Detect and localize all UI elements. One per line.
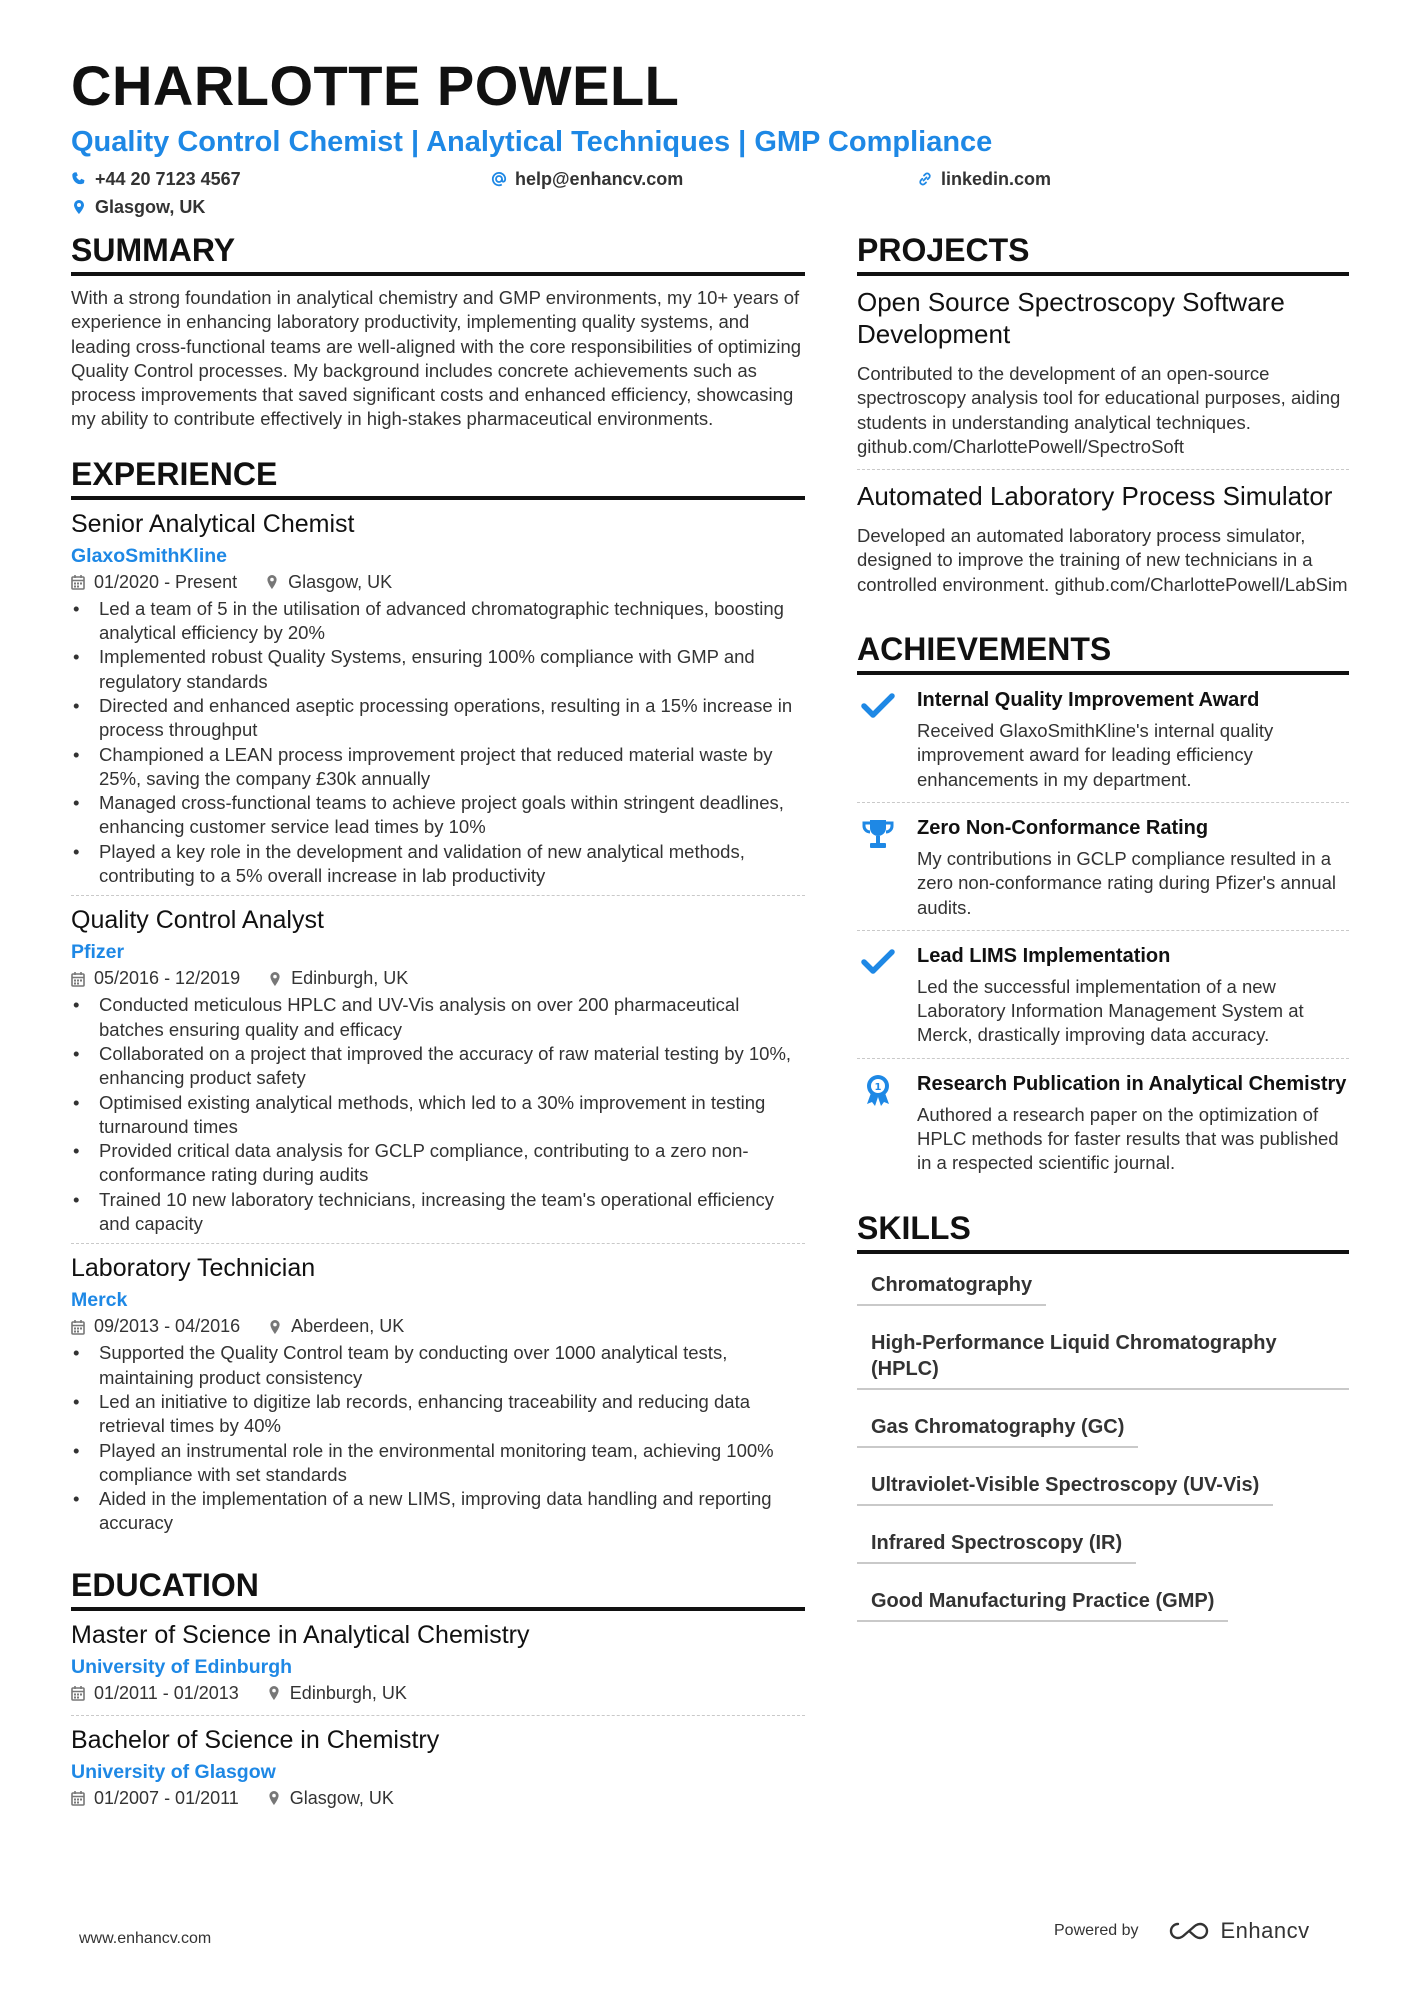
check-icon xyxy=(861,689,895,723)
at-icon xyxy=(491,171,507,187)
education-entry xyxy=(71,1716,805,1820)
linkedin-contact[interactable] xyxy=(917,168,1297,190)
job-meta xyxy=(71,1316,805,1337)
trophy-icon xyxy=(861,817,895,851)
achievement-entry xyxy=(857,675,1349,803)
bullet-item: • Supported the Quality Control team by conducting over 1000 analytical tests, maintaining product consistency xyxy=(99,1341,805,1390)
project-entry xyxy=(857,470,1349,607)
skill-tag: Good Manufacturing Practice (GMP) xyxy=(857,1582,1228,1622)
resume-header xyxy=(71,52,1349,218)
projects-section xyxy=(857,230,1349,607)
calendar-icon xyxy=(71,971,85,987)
contact-info xyxy=(71,168,1349,218)
job-dates: 09/2013 - 04/2016 xyxy=(94,1316,241,1337)
phone-text: +44 20 7123 4567 xyxy=(95,168,241,189)
location-pin-icon xyxy=(71,199,87,215)
footer-branding xyxy=(1054,1918,1310,1944)
location-pin-icon xyxy=(265,574,279,590)
bullet-item: • Played an instrumental role in the environmental monitoring team, achieving 100% compliance with set standards xyxy=(99,1439,805,1488)
job-meta xyxy=(71,572,805,593)
bullet-item: • Provided critical data analysis for GCLP compliance, contributing to a zero non-conformance rating during audits xyxy=(99,1139,805,1188)
degree: Master of Science in Analytical Chemistry xyxy=(71,1620,530,1649)
brand-name: Enhancv xyxy=(1220,1918,1310,1943)
skill-tag: Infrared Spectroscopy (IR) xyxy=(857,1524,1136,1564)
achievement-title: Research Publication in Analytical Chemistry xyxy=(917,1072,1347,1095)
section-title-summary: SUMMARY xyxy=(71,230,805,276)
bullet-item: • Directed and enhanced aseptic processing operations, resulting in a 15% increase in process throughput xyxy=(99,694,805,743)
phone-contact[interactable] xyxy=(71,168,491,190)
enhancv-logo-icon xyxy=(1167,1920,1211,1942)
left-column xyxy=(71,230,805,1842)
section-title-experience: EXPERIENCE xyxy=(71,454,805,500)
experience-entry xyxy=(71,1244,805,1542)
project-title: Automated Laboratory Process Simulator xyxy=(857,481,1333,512)
school: University of Edinburgh xyxy=(71,1655,293,1678)
job-role: Senior Analytical Chemist xyxy=(71,509,355,538)
bullet-item: • Implemented robust Quality Systems, ensuring 100% compliance with GMP and regulatory standards xyxy=(99,645,805,694)
calendar-icon xyxy=(71,574,85,590)
bullet-item: • Trained 10 new laboratory technicians, increasing the team's operational efficiency and capacity xyxy=(99,1188,805,1237)
skill-tag: Ultraviolet-Visible Spectroscopy (UV-Vis) xyxy=(857,1466,1273,1506)
achievement-entry xyxy=(857,931,1349,1059)
project-title: Open Source Spectroscopy Software Development xyxy=(857,287,1285,349)
svg-text:1: 1 xyxy=(874,1081,882,1093)
education-location: Edinburgh, UK xyxy=(289,1682,407,1703)
skill-tag: Chromatography xyxy=(857,1266,1046,1306)
job-location: Aberdeen, UK xyxy=(291,1316,405,1337)
bullet-item: • Played a key role in the development and validation of new analytical methods, contributing to a 5% overall increase in lab productivity xyxy=(99,840,805,889)
location-pin-icon xyxy=(268,971,282,987)
achievement-description: Led the successful implementation of a new Laboratory Information Management System at Merck, drastically improving data accuracy. xyxy=(917,975,1304,1046)
summary-text: With a strong foundation in analytical chemistry and GMP environments, my 10+ years of experience in enhancing laboratory productivity, implementing quality systems, and leading cross-functional teams are well-aligned with the core responsibilities of optimizing Quality Control processes. My background includes concrete achievements such as process improvements that saved significant costs and enhanced efficiency, showcasing my ability to contribute effectively in high-stakes pharmaceutical environments. xyxy=(71,287,802,430)
linkedin-text: linkedin.com xyxy=(941,168,1052,189)
email-text: help@enhancv.com xyxy=(515,168,684,189)
project-description: Developed an automated laboratory process simulator, designed to improve the training of new technicians in a controlled environment. github.com/CharlottePowell/LabSim xyxy=(857,525,1348,595)
job-meta xyxy=(71,968,805,989)
bullet-item: • Managed cross-functional teams to achieve project goals within stringent deadlines, enhancing customer service lead times by 10% xyxy=(99,791,805,840)
location-pin-icon xyxy=(267,1685,281,1701)
award-ribbon-icon xyxy=(861,1073,895,1107)
job-location: Glasgow, UK xyxy=(288,571,393,592)
achievement-entry xyxy=(857,803,1349,931)
experience-section xyxy=(71,454,805,1543)
job-company: GlaxoSmithKline xyxy=(71,544,228,567)
headline: Quality Control Chemist | Analytical Techniques | GMP Compliance xyxy=(71,126,993,158)
education-meta xyxy=(71,1683,805,1704)
bullet-item: • Championed a LEAN process improvement project that reduced material waste by 25%, saving the company £30k annually xyxy=(99,743,805,792)
education-entry xyxy=(71,1611,805,1716)
achievement-description: Received GlaxoSmithKline's internal quality improvement award for leading efficiency enhancements in my department. xyxy=(917,720,1274,790)
location-pin-icon xyxy=(268,1319,282,1335)
skills-section xyxy=(857,1208,1349,1622)
location-pin-icon xyxy=(267,1790,281,1806)
education-section xyxy=(71,1565,805,1820)
location-contact xyxy=(71,196,491,218)
skills-list xyxy=(857,1254,1349,1622)
bullet-item: • Collaborated on a project that improved the accuracy of raw material testing by 10%, enhancing product safety xyxy=(99,1042,805,1091)
degree: Bachelor of Science in Chemistry xyxy=(71,1725,440,1754)
right-column xyxy=(857,230,1349,1644)
achievement-title: Internal Quality Improvement Award xyxy=(917,689,1260,712)
email-contact[interactable] xyxy=(491,168,917,190)
check-icon xyxy=(861,945,895,979)
bullet-item: • Led a team of 5 in the utilisation of advanced chromatographic techniques, boosting analytical efficiency by 20% xyxy=(99,597,805,646)
job-company: Pfizer xyxy=(71,941,125,964)
job-bullets xyxy=(71,993,805,1236)
achievements-section xyxy=(857,629,1349,1186)
job-role: Laboratory Technician xyxy=(71,1254,316,1283)
job-company: Merck xyxy=(71,1289,128,1312)
experience-entry xyxy=(71,896,805,1244)
phone-icon xyxy=(71,171,87,187)
bullet-item: • Led an initiative to digitize lab records, enhancing traceability and reducing data retrieval times by 40% xyxy=(99,1390,805,1439)
job-dates: 05/2016 - 12/2019 xyxy=(94,968,241,989)
calendar-icon xyxy=(71,1319,85,1335)
education-location: Glasgow, UK xyxy=(289,1787,394,1808)
brand-logo[interactable] xyxy=(1167,1918,1310,1944)
job-location: Edinburgh, UK xyxy=(291,968,409,989)
powered-by-text: Powered by xyxy=(1054,1922,1139,1939)
bullet-item: • Optimised existing analytical methods, which led to a 30% improvement in testing turnaround times xyxy=(99,1091,805,1140)
achievement-description: Authored a research paper on the optimization of HPLC methods for faster results that was published in a respected scientific journal. xyxy=(917,1103,1339,1174)
achievement-entry xyxy=(857,1059,1349,1186)
experience-entry xyxy=(71,500,805,897)
achievement-description: My contributions in GCLP compliance resulted in a zero non-conformance rating during Pfizer's annual audits. xyxy=(917,847,1336,918)
skill-tag: Gas Chromatography (GC) xyxy=(857,1408,1138,1448)
bullet-item: • Conducted meticulous HPLC and UV-Vis analysis on over 200 pharmaceutical batches ensuring quality and efficacy xyxy=(99,993,805,1042)
calendar-icon xyxy=(71,1685,85,1701)
job-bullets xyxy=(71,597,805,889)
location-text: Glasgow, UK xyxy=(95,196,206,217)
skill-tag: High-Performance Liquid Chromatography (HPLC) xyxy=(857,1324,1349,1390)
education-dates: 01/2007 - 01/2011 xyxy=(94,1787,239,1808)
project-description: Contributed to the development of an open-source spectroscopy analysis tool for educational purposes, aiding students in understanding analytical techniques. github.com/CharlottePowell/SpectroSoft xyxy=(857,363,1341,457)
education-dates: 01/2011 - 01/2013 xyxy=(94,1682,239,1703)
bullet-item: • Aided in the implementation of a new LIMS, improving data handling and reporting accuracy xyxy=(99,1487,805,1536)
job-dates: 01/2020 - Present xyxy=(94,571,238,592)
project-entry xyxy=(857,276,1349,470)
school: University of Glasgow xyxy=(71,1760,276,1783)
section-title-achievements: ACHIEVEMENTS xyxy=(857,629,1349,675)
calendar-icon xyxy=(71,1790,85,1806)
section-title-projects: PROJECTS xyxy=(857,230,1349,276)
job-role: Quality Control Analyst xyxy=(71,906,324,935)
achievement-title: Lead LIMS Implementation xyxy=(917,944,1171,967)
footer-website[interactable]: www.enhancv.com xyxy=(79,1930,212,1947)
summary-section xyxy=(71,230,805,432)
section-title-education: EDUCATION xyxy=(71,1565,805,1611)
achievement-title: Zero Non-Conformance Rating xyxy=(917,816,1209,839)
education-meta xyxy=(71,1788,805,1809)
candidate-name: CHARLOTTE POWELL xyxy=(71,54,680,117)
link-icon xyxy=(917,171,933,187)
section-title-skills: SKILLS xyxy=(857,1208,1349,1254)
job-bullets xyxy=(71,1341,805,1535)
